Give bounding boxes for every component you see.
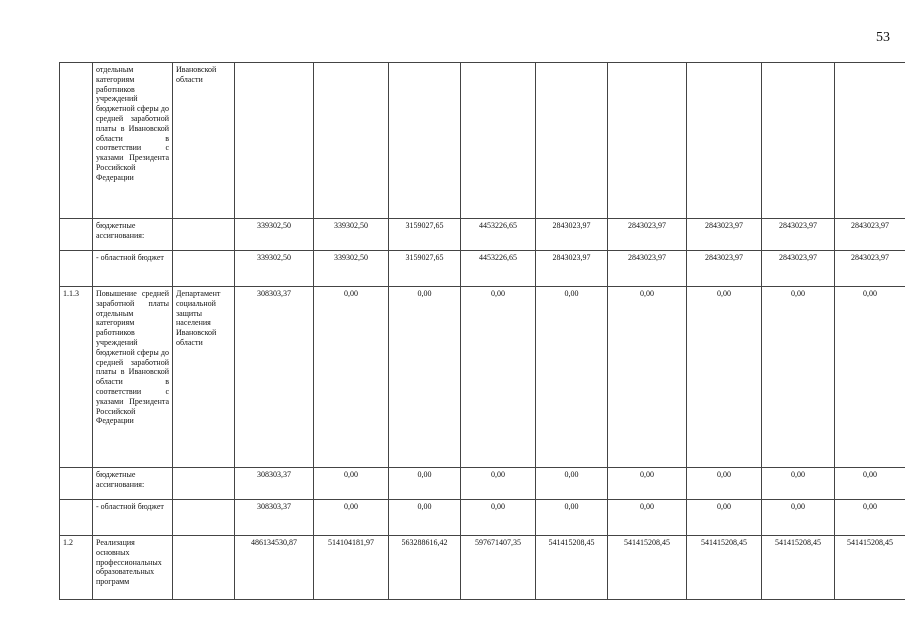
value-cell: 308303,37	[235, 287, 314, 468]
value-cell: 0,00	[835, 468, 905, 500]
value-cell	[389, 63, 461, 219]
value-cell: 541415208,45	[687, 536, 762, 600]
row-name: отдельным категориям работников учреждений бюджетной сферы до средней заработной платы в Ивановской области в соответствии с указами Президента Российской Федерации	[93, 63, 173, 219]
row-name: - областной бюджет	[93, 500, 173, 536]
value-cell: 339302,50	[314, 251, 389, 287]
value-cell: 0,00	[687, 500, 762, 536]
value-cell: 563288616,42	[389, 536, 461, 600]
value-cell	[608, 63, 687, 219]
value-cell: 0,00	[608, 468, 687, 500]
value-cell: 0,00	[608, 500, 687, 536]
row-executor	[173, 251, 235, 287]
value-cell: 541415208,45	[835, 536, 905, 600]
value-cell: 2843023,97	[835, 219, 905, 251]
row-name: бюджетные ассигнования:	[93, 219, 173, 251]
row-executor: Ивановской области	[173, 63, 235, 219]
value-cell	[235, 63, 314, 219]
value-cell: 2843023,97	[687, 251, 762, 287]
budget-table	[59, 62, 905, 600]
row-index: 1.1.3	[60, 287, 93, 468]
value-cell: 308303,37	[235, 500, 314, 536]
table-row	[60, 287, 905, 468]
value-cell: 0,00	[461, 468, 536, 500]
value-cell	[314, 63, 389, 219]
value-cell	[687, 63, 762, 219]
row-index	[60, 251, 93, 287]
row-index: 1.2	[60, 536, 93, 600]
value-cell: 0,00	[835, 500, 905, 536]
value-cell: 2843023,97	[536, 251, 608, 287]
value-cell: 4453226,65	[461, 251, 536, 287]
value-cell: 0,00	[314, 287, 389, 468]
value-cell: 3159027,65	[389, 219, 461, 251]
table-row	[60, 63, 905, 219]
row-name: Реализация основных профессиональных образовательных программ	[93, 536, 173, 600]
value-cell	[536, 63, 608, 219]
table-row	[60, 219, 905, 251]
value-cell: 2843023,97	[762, 251, 835, 287]
table-row	[60, 500, 905, 536]
value-cell: 0,00	[762, 500, 835, 536]
row-index	[60, 500, 93, 536]
value-cell: 0,00	[314, 500, 389, 536]
value-cell: 0,00	[536, 468, 608, 500]
value-cell: 2843023,97	[835, 251, 905, 287]
value-cell: 0,00	[536, 287, 608, 468]
value-cell: 4453226,65	[461, 219, 536, 251]
value-cell: 339302,50	[314, 219, 389, 251]
value-cell: 0,00	[461, 287, 536, 468]
row-executor: Департамент социальной защиты населения Ивановской области	[173, 287, 235, 468]
value-cell: 308303,37	[235, 468, 314, 500]
value-cell: 0,00	[389, 500, 461, 536]
value-cell: 2843023,97	[687, 219, 762, 251]
row-executor	[173, 536, 235, 600]
value-cell: 0,00	[389, 468, 461, 500]
row-index	[60, 468, 93, 500]
value-cell: 339302,50	[235, 251, 314, 287]
value-cell: 0,00	[835, 287, 905, 468]
value-cell: 541415208,45	[762, 536, 835, 600]
value-cell: 541415208,45	[536, 536, 608, 600]
value-cell: 2843023,97	[608, 219, 687, 251]
value-cell: 0,00	[461, 500, 536, 536]
value-cell: 0,00	[687, 287, 762, 468]
value-cell	[835, 63, 905, 219]
value-cell: 514104181,97	[314, 536, 389, 600]
value-cell	[461, 63, 536, 219]
table-row	[60, 536, 905, 600]
row-index	[60, 219, 93, 251]
row-executor	[173, 500, 235, 536]
value-cell: 2843023,97	[762, 219, 835, 251]
value-cell: 486134530,87	[235, 536, 314, 600]
value-cell: 0,00	[687, 468, 762, 500]
row-name: бюджетные ассигнования:	[93, 468, 173, 500]
value-cell: 3159027,65	[389, 251, 461, 287]
value-cell: 541415208,45	[608, 536, 687, 600]
value-cell: 0,00	[762, 468, 835, 500]
table-row	[60, 468, 905, 500]
page-number: 53	[876, 30, 890, 45]
row-executor	[173, 468, 235, 500]
row-name: - областной бюджет	[93, 251, 173, 287]
row-index	[60, 63, 93, 219]
value-cell: 339302,50	[235, 219, 314, 251]
value-cell: 0,00	[608, 287, 687, 468]
value-cell: 0,00	[389, 287, 461, 468]
value-cell	[762, 63, 835, 219]
value-cell: 0,00	[762, 287, 835, 468]
row-name: Повышение средней заработной платы отдельным категориям работников учреждений бюджетной сферы до средней заработной платы в Ивановской области в соответствии с указами Президента Российской Федерации	[93, 287, 173, 468]
table-row	[60, 251, 905, 287]
row-executor	[173, 219, 235, 251]
value-cell: 2843023,97	[536, 219, 608, 251]
value-cell: 2843023,97	[608, 251, 687, 287]
value-cell: 0,00	[536, 500, 608, 536]
value-cell: 0,00	[314, 468, 389, 500]
value-cell: 597671407,35	[461, 536, 536, 600]
